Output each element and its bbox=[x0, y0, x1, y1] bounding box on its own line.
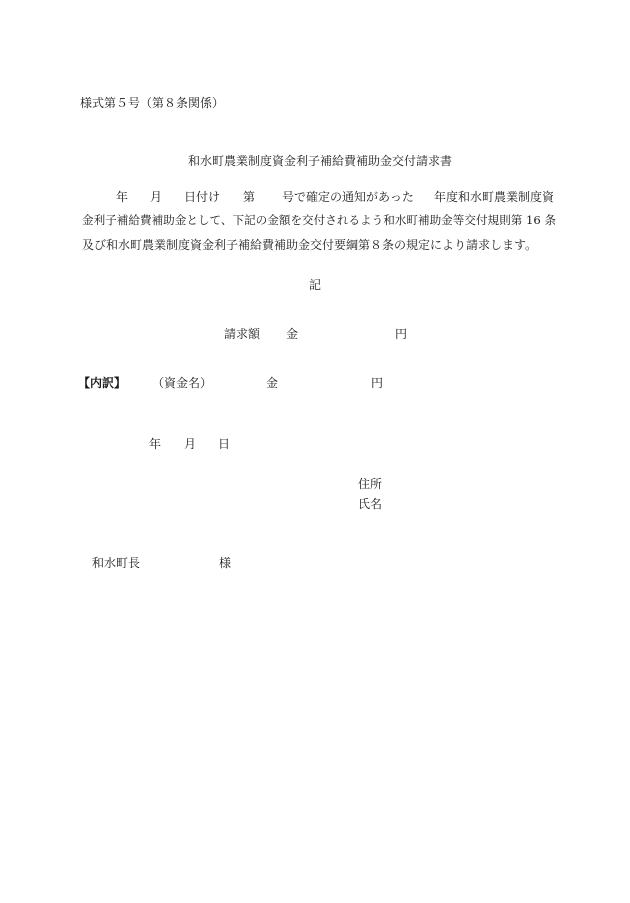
body-month: 月 bbox=[150, 190, 163, 204]
breakdown-fund-name: （資金名） bbox=[152, 376, 213, 390]
body-dai: 第 bbox=[243, 190, 256, 204]
claim-kin: 金 bbox=[286, 327, 299, 341]
breakdown-label: 【内訳】 bbox=[78, 376, 127, 390]
body-line-2: 金利子補給費補助金として、下記の金額を交付されるよう和水町補助金等交付規則第 16 条 bbox=[82, 213, 557, 227]
form-number: 様式第５号（第８条関係） bbox=[80, 96, 225, 110]
date-day: 日 bbox=[218, 437, 231, 451]
addressee-sama: 様 bbox=[219, 556, 232, 570]
body-year: 年 bbox=[116, 190, 129, 204]
date-month: 月 bbox=[184, 437, 197, 451]
claim-label: 請求額 bbox=[224, 327, 261, 341]
address-label: 住所 bbox=[358, 477, 383, 491]
name-label: 氏名 bbox=[358, 497, 383, 511]
addressee-mayor: 和水町長 bbox=[92, 556, 141, 570]
document-title: 和水町農業制度資金利子補給費補助金交付請求書 bbox=[188, 154, 453, 168]
date-year: 年 bbox=[149, 437, 162, 451]
breakdown-yen: 円 bbox=[371, 376, 384, 390]
body-line-3: 及び和水町農業制度資金利子補給費補助金交付要綱第８条の規定により請求します。 bbox=[82, 238, 538, 252]
ki-heading: 記 bbox=[309, 278, 322, 292]
breakdown-kin: 金 bbox=[266, 376, 279, 390]
claim-yen: 円 bbox=[395, 327, 408, 341]
body-fiscal: 年度和水町農業制度資 bbox=[434, 190, 555, 204]
body-notice: 号で確定の通知があった bbox=[282, 190, 414, 204]
body-dated: 日付け bbox=[184, 190, 221, 204]
